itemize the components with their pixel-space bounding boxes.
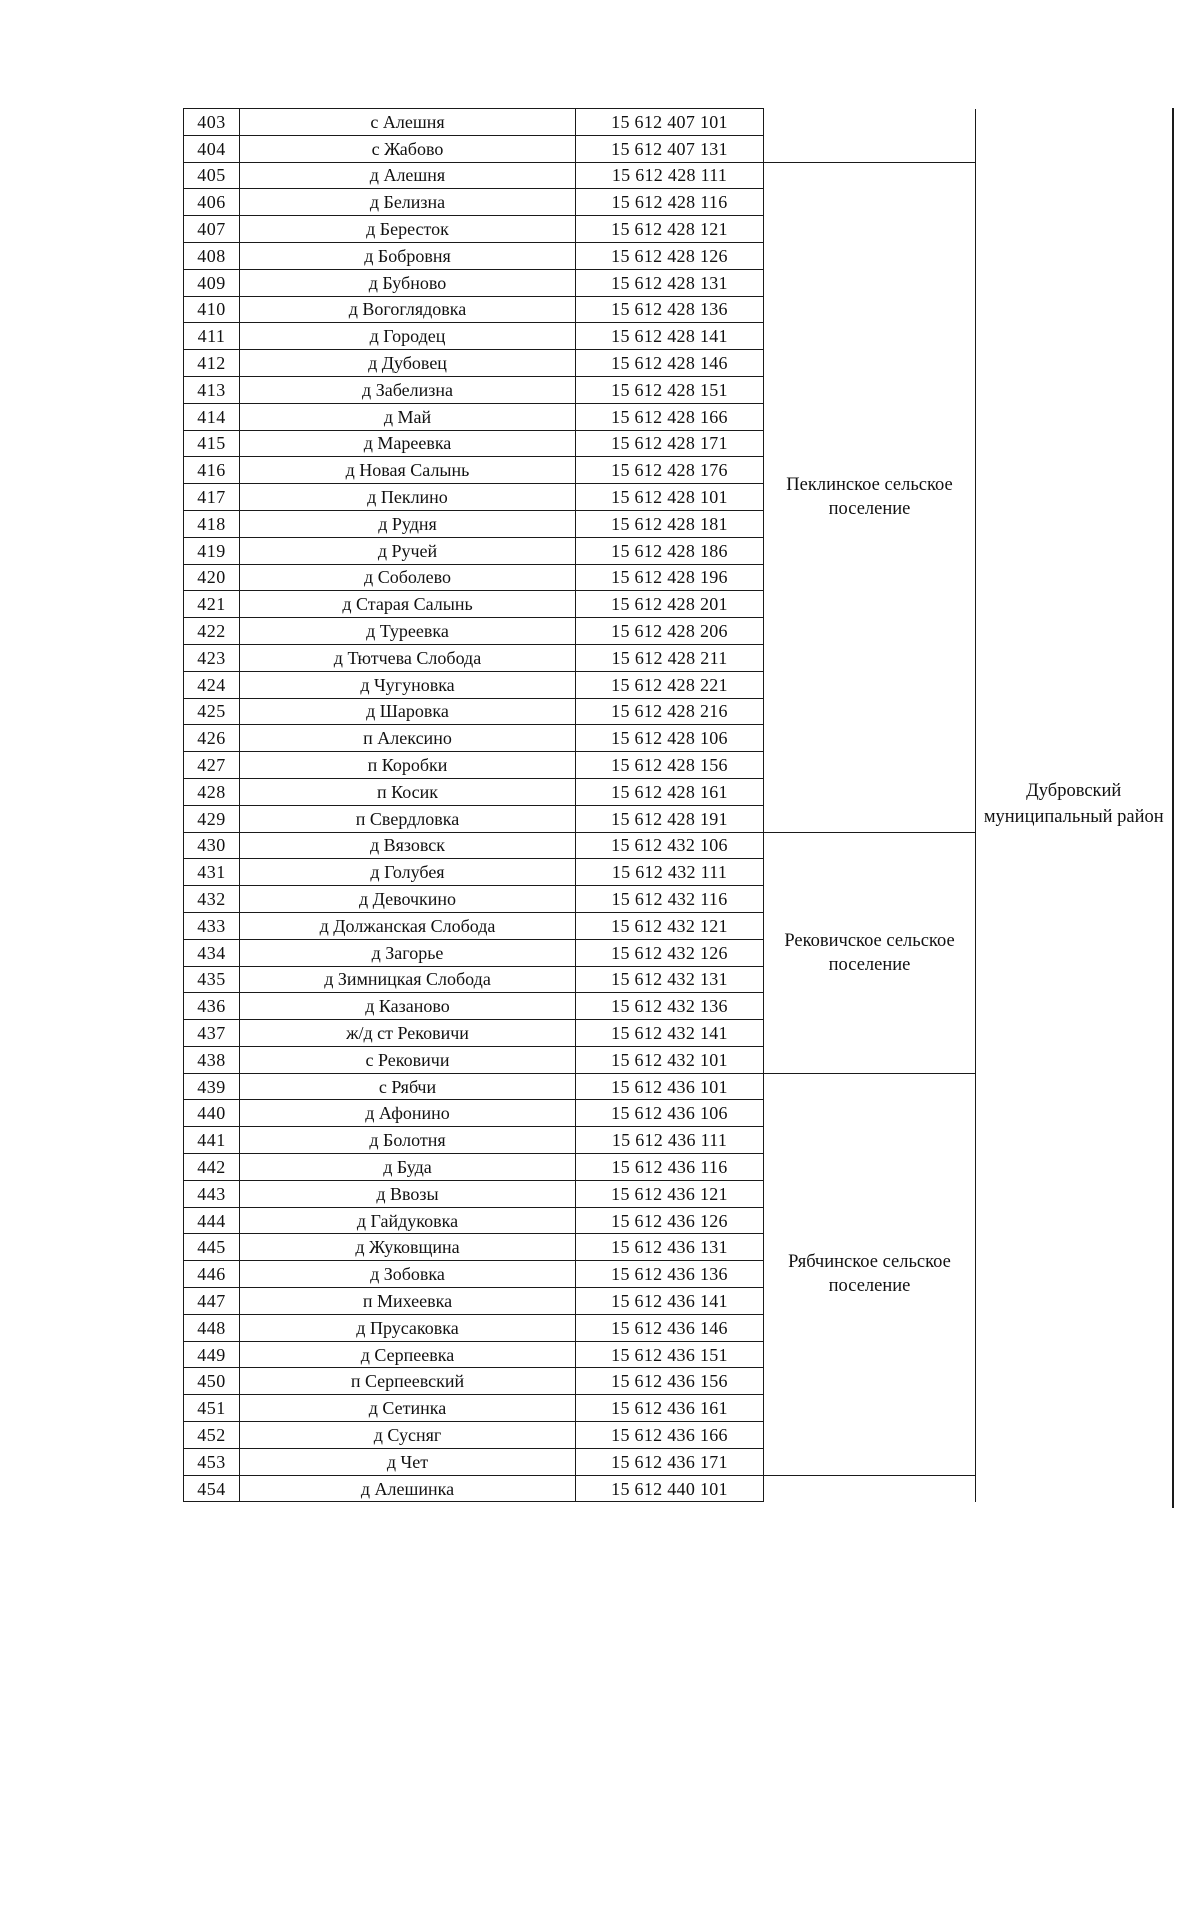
oktmo-code: 15 612 428 171 xyxy=(576,430,764,457)
row-number: 444 xyxy=(184,1207,240,1234)
oktmo-code: 15 612 432 136 xyxy=(576,993,764,1020)
row-number: 441 xyxy=(184,1127,240,1154)
oktmo-code: 15 612 428 211 xyxy=(576,644,764,671)
oktmo-code: 15 612 432 126 xyxy=(576,939,764,966)
settlement-name: д Казаново xyxy=(240,993,576,1020)
row-number: 403 xyxy=(184,109,240,136)
row-number: 442 xyxy=(184,1154,240,1181)
settlement-name: д Пеклино xyxy=(240,484,576,511)
row-number: 452 xyxy=(184,1422,240,1449)
oktmo-code: 15 612 428 161 xyxy=(576,778,764,805)
oktmo-code: 15 612 428 121 xyxy=(576,216,764,243)
row-number: 427 xyxy=(184,752,240,779)
settlement-name: ж/д ст Рековичи xyxy=(240,1020,576,1047)
oktmo-code: 15 612 436 121 xyxy=(576,1180,764,1207)
settlement-name: с Алешня xyxy=(240,109,576,136)
oktmo-code: 15 612 428 221 xyxy=(576,671,764,698)
oktmo-code: 15 612 428 131 xyxy=(576,269,764,296)
row-number: 451 xyxy=(184,1395,240,1422)
settlement-name: д Загорье xyxy=(240,939,576,966)
row-number: 420 xyxy=(184,564,240,591)
settlement-name: д Вогоглядовка xyxy=(240,296,576,323)
oktmo-code: 15 612 436 101 xyxy=(576,1073,764,1100)
settlement-name: д Болотня xyxy=(240,1127,576,1154)
row-number: 436 xyxy=(184,993,240,1020)
settlement-name: д Зобовка xyxy=(240,1261,576,1288)
right-border-line xyxy=(1172,108,1174,1508)
settlement-name: д Сетинка xyxy=(240,1395,576,1422)
oktmo-code: 15 612 428 196 xyxy=(576,564,764,591)
settlement-name: д Туреевка xyxy=(240,618,576,645)
settlement-name: д Бобровня xyxy=(240,242,576,269)
oktmo-code: 15 612 407 131 xyxy=(576,135,764,162)
settlement-name: д Старая Салынь xyxy=(240,591,576,618)
oktmo-code: 15 612 436 111 xyxy=(576,1127,764,1154)
row-number: 409 xyxy=(184,269,240,296)
row-number: 410 xyxy=(184,296,240,323)
oktmo-code: 15 612 436 156 xyxy=(576,1368,764,1395)
settlement-name: с Рековичи xyxy=(240,1046,576,1073)
table-body xyxy=(184,109,1172,1502)
row-number: 423 xyxy=(184,644,240,671)
row-number: 433 xyxy=(184,912,240,939)
row-number: 438 xyxy=(184,1046,240,1073)
oktmo-code: 15 612 428 111 xyxy=(576,162,764,189)
settlement-name: п Михеевка xyxy=(240,1288,576,1315)
row-number: 424 xyxy=(184,671,240,698)
row-number: 421 xyxy=(184,591,240,618)
row-number: 449 xyxy=(184,1341,240,1368)
oktmo-code: 15 612 436 151 xyxy=(576,1341,764,1368)
settlement-name: д Чугуновка xyxy=(240,671,576,698)
row-number: 407 xyxy=(184,216,240,243)
row-number: 447 xyxy=(184,1288,240,1315)
row-number: 422 xyxy=(184,618,240,645)
settlement-name: п Алексино xyxy=(240,725,576,752)
settlement-name: д Забелизна xyxy=(240,376,576,403)
oktmo-code: 15 612 436 126 xyxy=(576,1207,764,1234)
oktmo-code: 15 612 440 101 xyxy=(576,1475,764,1502)
oktmo-code: 15 612 436 171 xyxy=(576,1448,764,1475)
oktmo-code: 15 612 432 141 xyxy=(576,1020,764,1047)
oktmo-code: 15 612 428 136 xyxy=(576,296,764,323)
settlement-name: п Свердловка xyxy=(240,805,576,832)
oktmo-code: 15 612 436 146 xyxy=(576,1314,764,1341)
settlement-name: д Серпеевка xyxy=(240,1341,576,1368)
row-number: 453 xyxy=(184,1448,240,1475)
oktmo-code: 15 612 428 166 xyxy=(576,403,764,430)
row-number: 405 xyxy=(184,162,240,189)
settlement-name: д Бересток xyxy=(240,216,576,243)
row-number: 448 xyxy=(184,1314,240,1341)
district-cell: Дубровский муниципальный район xyxy=(976,109,1172,1502)
oktmo-code: 15 612 428 186 xyxy=(576,537,764,564)
oktmo-code: 15 612 428 176 xyxy=(576,457,764,484)
table-row xyxy=(184,109,1172,136)
oktmo-code: 15 612 428 156 xyxy=(576,752,764,779)
settlement-name: д Буда xyxy=(240,1154,576,1181)
settlement-name: п Коробки xyxy=(240,752,576,779)
settlement-name: д Сусняг xyxy=(240,1422,576,1449)
row-number: 415 xyxy=(184,430,240,457)
oktmo-code: 15 612 428 206 xyxy=(576,618,764,645)
settlement-name: д Прусаковка xyxy=(240,1314,576,1341)
settlement-cell-continued xyxy=(764,1475,976,1502)
settlement-name: д Голубея xyxy=(240,859,576,886)
oktmo-code: 15 612 428 116 xyxy=(576,189,764,216)
row-number: 437 xyxy=(184,1020,240,1047)
settlement-name: д Алешня xyxy=(240,162,576,189)
settlement-name: д Вязовск xyxy=(240,832,576,859)
oktmo-code: 15 612 432 101 xyxy=(576,1046,764,1073)
settlement-name: д Рудня xyxy=(240,510,576,537)
row-number: 419 xyxy=(184,537,240,564)
row-number: 404 xyxy=(184,135,240,162)
settlement-name: д Соболево xyxy=(240,564,576,591)
settlement-name: д Жуковщина xyxy=(240,1234,576,1261)
row-number: 417 xyxy=(184,484,240,511)
oktmo-code: 15 612 432 116 xyxy=(576,886,764,913)
settlement-name: п Косик xyxy=(240,778,576,805)
settlement-name: д Городец xyxy=(240,323,576,350)
rural-settlement-cell: Рековичское сельское поселение xyxy=(764,832,976,1073)
oktmo-code: 15 612 436 106 xyxy=(576,1100,764,1127)
oktmo-code: 15 612 432 106 xyxy=(576,832,764,859)
settlement-name: д Шаровка xyxy=(240,698,576,725)
settlement-name: д Должанская Слобода xyxy=(240,912,576,939)
row-number: 430 xyxy=(184,832,240,859)
oktmo-code: 15 612 428 216 xyxy=(576,698,764,725)
row-number: 416 xyxy=(184,457,240,484)
row-number: 411 xyxy=(184,323,240,350)
settlement-name: д Тютчева Слобода xyxy=(240,644,576,671)
oktmo-code: 15 612 428 101 xyxy=(576,484,764,511)
settlement-name: д Дубовец xyxy=(240,350,576,377)
settlement-name: д Чет xyxy=(240,1448,576,1475)
row-number: 428 xyxy=(184,778,240,805)
settlements-table xyxy=(183,108,1172,1502)
rural-settlement-cell: Рябчинское сельское поселение xyxy=(764,1073,976,1475)
settlement-name: с Жабово xyxy=(240,135,576,162)
settlement-name: д Ручей xyxy=(240,537,576,564)
oktmo-code: 15 612 428 201 xyxy=(576,591,764,618)
row-number: 446 xyxy=(184,1261,240,1288)
settlement-cell-continued xyxy=(764,109,976,163)
oktmo-code: 15 612 436 136 xyxy=(576,1261,764,1288)
oktmo-code: 15 612 428 106 xyxy=(576,725,764,752)
oktmo-code: 15 612 436 131 xyxy=(576,1234,764,1261)
settlement-name: д Зимницкая Слобода xyxy=(240,966,576,993)
row-number: 408 xyxy=(184,242,240,269)
settlement-name: д Афонино xyxy=(240,1100,576,1127)
oktmo-code: 15 612 428 126 xyxy=(576,242,764,269)
oktmo-code: 15 612 432 131 xyxy=(576,966,764,993)
row-number: 426 xyxy=(184,725,240,752)
settlement-name: д Гайдуковка xyxy=(240,1207,576,1234)
row-number: 425 xyxy=(184,698,240,725)
row-number: 445 xyxy=(184,1234,240,1261)
oktmo-code: 15 612 432 121 xyxy=(576,912,764,939)
row-number: 414 xyxy=(184,403,240,430)
oktmo-code: 15 612 407 101 xyxy=(576,109,764,136)
settlement-name: д Бубново xyxy=(240,269,576,296)
oktmo-code: 15 612 428 181 xyxy=(576,510,764,537)
row-number: 418 xyxy=(184,510,240,537)
oktmo-code: 15 612 428 151 xyxy=(576,376,764,403)
oktmo-code: 15 612 432 111 xyxy=(576,859,764,886)
oktmo-code: 15 612 436 161 xyxy=(576,1395,764,1422)
oktmo-code: 15 612 436 141 xyxy=(576,1288,764,1315)
row-number: 431 xyxy=(184,859,240,886)
settlement-name: д Май xyxy=(240,403,576,430)
oktmo-code: 15 612 436 116 xyxy=(576,1154,764,1181)
settlement-name: д Белизна xyxy=(240,189,576,216)
row-number: 439 xyxy=(184,1073,240,1100)
settlement-name: п Серпеевский xyxy=(240,1368,576,1395)
rural-settlement-cell: Пеклинское сельское поселение xyxy=(764,162,976,832)
oktmo-code: 15 612 428 146 xyxy=(576,350,764,377)
settlement-name: с Рябчи xyxy=(240,1073,576,1100)
settlement-name: д Мареевка xyxy=(240,430,576,457)
settlement-name: д Алешинка xyxy=(240,1475,576,1502)
row-number: 454 xyxy=(184,1475,240,1502)
settlement-name: д Девочкино xyxy=(240,886,576,913)
row-number: 450 xyxy=(184,1368,240,1395)
row-number: 429 xyxy=(184,805,240,832)
settlement-name: д Новая Салынь xyxy=(240,457,576,484)
row-number: 443 xyxy=(184,1180,240,1207)
row-number: 413 xyxy=(184,376,240,403)
oktmo-code: 15 612 436 166 xyxy=(576,1422,764,1449)
settlement-name: д Ввозы xyxy=(240,1180,576,1207)
row-number: 412 xyxy=(184,350,240,377)
row-number: 432 xyxy=(184,886,240,913)
oktmo-code: 15 612 428 141 xyxy=(576,323,764,350)
row-number: 406 xyxy=(184,189,240,216)
row-number: 434 xyxy=(184,939,240,966)
row-number: 435 xyxy=(184,966,240,993)
row-number: 440 xyxy=(184,1100,240,1127)
oktmo-code: 15 612 428 191 xyxy=(576,805,764,832)
